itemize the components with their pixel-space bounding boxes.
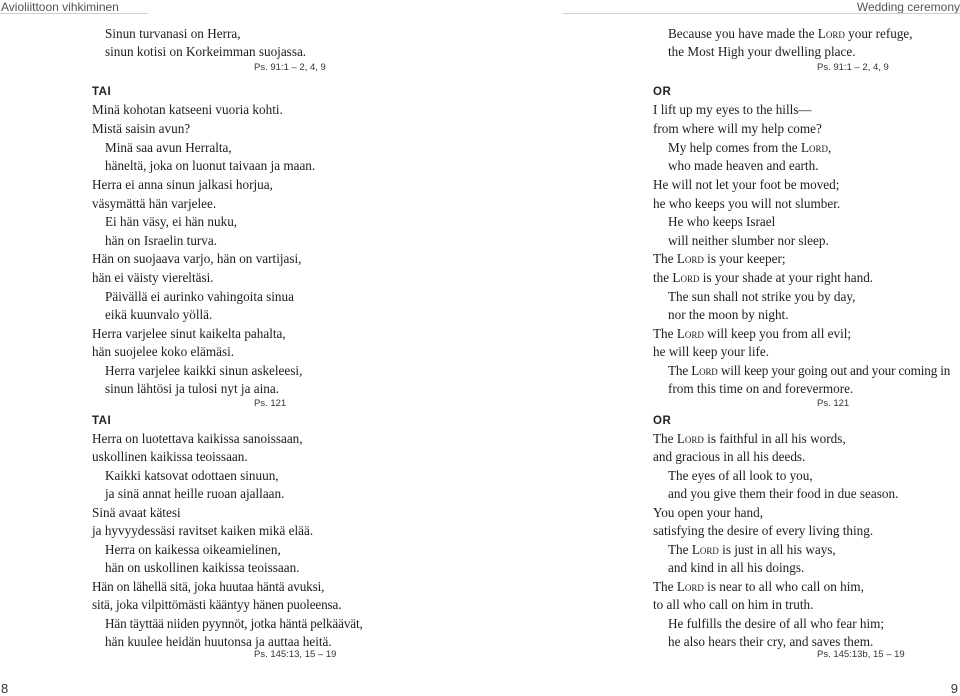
- verse-line: satisfying the desire of every living thing.: [653, 523, 874, 538]
- lord-small-caps: Lord: [672, 270, 700, 285]
- verse-line: the Most High your dwelling place.: [668, 44, 856, 59]
- verse-line: and gracious in all his deeds.: [653, 449, 806, 464]
- lord-small-caps: Lord: [800, 140, 829, 155]
- verse-line: ja hyvyydessäsi ravitset kaiken mikä elää.: [92, 523, 314, 538]
- verse-line: The Lord is faithful in all his words,: [653, 431, 846, 446]
- scripture-reference: Ps. 145:13, 15 – 19: [254, 649, 337, 660]
- lord-small-caps: Lord: [676, 326, 704, 341]
- verse-line: Herra varjelee kaikki sinun askeleesi,: [105, 363, 303, 378]
- right-page: [480, 0, 960, 696]
- verse-line: I lift up my eyes to the hills—: [653, 102, 812, 117]
- verse-line: who made heaven and earth.: [668, 158, 819, 173]
- verse-line: and you give them their food in due season.: [668, 486, 899, 501]
- alternative-tag: TAI: [92, 415, 112, 427]
- verse-line: The Lord is just in all his ways,: [668, 542, 836, 557]
- page-number-right: 9: [950, 681, 958, 696]
- verse-line: He will not let your foot be moved;: [653, 177, 840, 192]
- verse-line: hän ei väisty viereltäsi.: [92, 270, 214, 285]
- verse-line: Sinun turvanasi on Herra,: [105, 26, 241, 41]
- verse-line: sitä, joka vilpittömästi kääntyy hänen puoleensa.: [92, 597, 342, 612]
- verse-line: He fulfills the desire of all who fear him;: [668, 616, 885, 631]
- scripture-reference: Ps. 145:13b, 15 – 19: [817, 649, 905, 660]
- verse-line: Herra ei anna sinun jalkasi horjua,: [92, 177, 273, 192]
- lord-small-caps: Lord: [817, 26, 845, 41]
- verse-line: he who keeps you will not slumber.: [653, 196, 841, 211]
- header-rule-right: [563, 13, 960, 14]
- running-head-left: Avioliittoon vihkiminen: [1, 0, 119, 14]
- verse-line: The sun shall not strike you by day,: [668, 289, 856, 304]
- scripture-reference: Ps. 121: [254, 398, 287, 409]
- verse-line: Hän täyttää niiden pyynnöt, jotka häntä pelkäävät,: [105, 616, 363, 631]
- verse-line: from this time on and forevermore.: [668, 381, 854, 396]
- verse-line: You open your hand,: [653, 505, 764, 520]
- verse-line: uskollinen kaikissa teoissaan.: [92, 449, 248, 464]
- verse-line: eikä kuunvalo yöllä.: [105, 307, 213, 322]
- verse-line: hän kuulee heidän huutonsa ja auttaa heitä.: [105, 634, 332, 649]
- verse-line: Mistä saisin avun?: [92, 121, 191, 136]
- alternative-tag: OR: [653, 415, 672, 427]
- verse-line: ja sinä annat heille ruoan ajallaan.: [105, 486, 285, 501]
- verse-line: Herra on kaikessa oikeamielinen,: [105, 542, 281, 557]
- verse-line: from where will my help come?: [653, 121, 822, 136]
- scripture-reference: Ps. 91:1 – 2, 4, 9: [817, 62, 889, 73]
- scripture-reference: Ps. 91:1 – 2, 4, 9: [254, 62, 326, 73]
- verse-line: väsymättä hän varjelee.: [92, 196, 217, 211]
- verse-line: and kind in all his doings.: [668, 560, 805, 575]
- verse-line: häneltä, joka on luonut taivaan ja maan.: [105, 158, 316, 173]
- verse-line: Kaikki katsovat odottaen sinuun,: [105, 468, 279, 483]
- verse-line: Hän on suojaava varjo, hän on vartijasi,: [92, 251, 302, 266]
- verse-line: Minä saa avun Herralta,: [105, 140, 232, 155]
- lord-small-caps: Lord: [691, 542, 719, 557]
- verse-line: The Lord will keep your going out and your coming in: [668, 363, 951, 378]
- verse-line: My help comes from the Lord,: [668, 140, 832, 155]
- verse-line: Päivällä ei aurinko vahingoita sinua: [105, 289, 294, 304]
- verse-line: hän on uskollinen kaikissa teoissaan.: [105, 560, 300, 575]
- lord-small-caps: Lord: [676, 431, 704, 446]
- lord-small-caps: Lord: [676, 251, 704, 266]
- lord-small-caps: Lord: [691, 363, 718, 378]
- verse-line: nor the moon by night.: [668, 307, 789, 322]
- verse-line: Ei hän väsy, ei hän nuku,: [105, 214, 238, 229]
- verse-line: The eyes of all look to you,: [668, 468, 813, 483]
- running-head-right: Wedding ceremony: [856, 0, 960, 14]
- verse-line: he will keep your life.: [653, 344, 770, 359]
- verse-line: will neither slumber nor sleep.: [668, 233, 829, 248]
- page-number-left: 8: [1, 681, 9, 696]
- verse-line: The Lord will keep you from all evil;: [653, 326, 852, 341]
- verse-line: Sinä avaat kätesi: [92, 505, 181, 520]
- verse-line: hän suojelee koko elämäsi.: [92, 344, 235, 359]
- verse-line: he also hears their cry, and saves them.: [668, 634, 874, 649]
- verse-line: the Lord is your shade at your right hand.: [653, 270, 874, 285]
- alternative-tag: OR: [653, 86, 672, 98]
- alternative-tag: TAI: [92, 86, 112, 98]
- lord-small-caps: Lord: [676, 579, 704, 594]
- header-rule-left: [0, 13, 148, 14]
- verse-line: Hän on lähellä sitä, joka huutaa häntä avuksi,: [92, 579, 325, 594]
- verse-line: sinun kotisi on Korkeimman suojassa.: [105, 44, 307, 59]
- verse-line: The Lord is near to all who call on him,: [653, 579, 864, 594]
- verse-line: sinun lähtösi ja tulosi nyt ja aina.: [105, 381, 279, 396]
- verse-line: The Lord is your keeper;: [653, 251, 786, 266]
- verse-line: Minä kohotan katseeni vuoria kohti.: [92, 102, 283, 117]
- verse-line: to all who call on him in truth.: [653, 597, 814, 612]
- verse-line: Because you have made the Lord your refuge,: [668, 26, 913, 41]
- verse-line: Herra on luotettava kaikissa sanoissaan,: [92, 431, 303, 446]
- verse-line: He who keeps Israel: [668, 214, 776, 229]
- scripture-reference: Ps. 121: [817, 398, 850, 409]
- verse-line: hän on Israelin turva.: [105, 233, 218, 248]
- verse-line: Herra varjelee sinut kaikelta pahalta,: [92, 326, 286, 341]
